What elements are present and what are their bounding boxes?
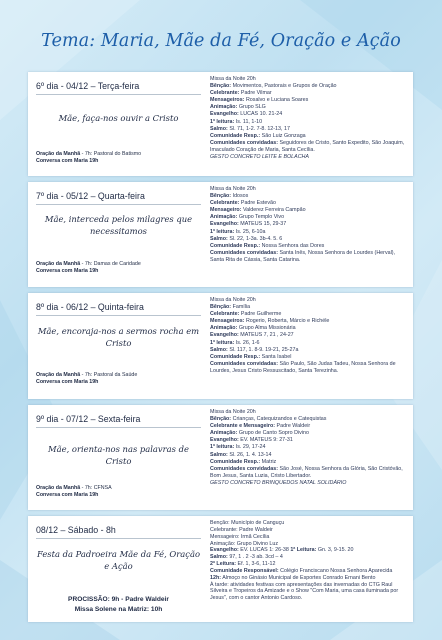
detail-line: Mensageiros: Rogerio, Roberta, Márcio e Richéle: [210, 318, 330, 325]
detail-line: Animação: Grupo Divino Luz: [210, 540, 279, 547]
detail-line: Comunidade Resp.: Matriz: [210, 458, 277, 465]
detail-line: Comunidades convidadas: São Paulo, São Judas Tadeu, Nossa Senhora de Lourdes, Jesus Cristo Ressuscitado, Santa Terezinha.: [210, 360, 396, 374]
detail-line: Animação: Grupo SLG: [210, 104, 266, 111]
gesto-concreto: GESTO CONCRETO LEITE E BOLACHA: [210, 154, 309, 161]
detail-line: Missa da Noite 20h: [210, 297, 256, 303]
day-header: 8º dia - 06/12 – Quinta-feira: [36, 302, 144, 312]
day-header: 6º dia - 04/12 – Terça-feira: [36, 81, 140, 91]
detail-line: À tarde: atividades festivas com apresentações das invernadas do CTG Raul Silveira e Tropeiros da Amizade e o Show "Com Maria, uma casa iluminada por Jesus", com o cantor Antonio Cardoso.: [210, 581, 399, 602]
day-card-left: [36, 516, 206, 622]
mass-details: [210, 520, 410, 602]
detail-line: Bênção: Crianças, Catequizandos e Catequistas: [210, 416, 327, 423]
header-divider: [36, 538, 201, 539]
detail-line: Celebrante e Mensageiro: Padre Waldeir: [210, 423, 311, 430]
detail-line: Comunidades convidadas: São José, Nossa Senhora da Glória, São Cristóvão, Bom Jesus, Santa Luzia, Cristo Libertador.: [210, 465, 403, 479]
detail-line: 1ª leitura: Is. 29, 17-24: [210, 444, 266, 451]
detail-line: Evangelho: EV. MATEUS 9: 27-31: [210, 437, 293, 444]
detail-line: Salmo: Sl. 26, 1. 4. 13-14: [210, 451, 272, 458]
day-header: 9º dia - 07/12 – Sexta-feira: [36, 414, 141, 424]
mass-details: [210, 186, 410, 264]
day-motto: Mãe, encoraja-nos a sermos rocha em Cristo: [37, 326, 200, 348]
detail-line: Celebrante: Padre Guilherme: [210, 311, 282, 318]
day-card-left: [36, 405, 206, 510]
detail-line: Missa da Noite 20h: [210, 186, 256, 192]
day-card-6: [28, 72, 413, 176]
gesto-concreto: GESTO CONCRETO BRINQUEDOS NATAL SOLIDÁRIO: [210, 479, 347, 486]
detail-line: 1ª leitura: Is. 26, 1-6: [210, 339, 260, 346]
detail-line: Mensageiro: Irmã Cecília: [210, 533, 270, 540]
detail-line: Comunidades convidadas: Santa Inês, Nossa Senhora de Lourdes (Herval), Santa Rita de Cássia, Santa Catarina.: [210, 249, 396, 263]
detail-line: Evangelho: MATEUS 7, 21 , 24-27: [210, 332, 294, 339]
day-motto: Festa da Padroeira Mãe da Fé, Oração e Ação: [36, 549, 201, 571]
detail-line: Salmo: Sl. 71, 1-2. 7-8. 12-13, 17: [210, 125, 290, 132]
talk-with-mary: Conversa com Maria 19h: [36, 158, 99, 164]
detail-line: Mensageiros: Rosalvo e Luciana Soares: [210, 97, 309, 104]
detail-line: Comunidades convidadas: Seguidores de Cristo, Santo Expedito, São Joaquim, Imaculado Coração de Maria, Santa Cecília.: [210, 139, 405, 153]
detail-line: Salmo: Sl. 22, 1-3a. 3b-4. 5. 6: [210, 235, 283, 242]
detail-line: Evangelho: LUCAS 10. 21-24: [210, 111, 283, 118]
mass-details: [210, 76, 410, 161]
day-card-left: [36, 72, 206, 176]
day-header: 7º dia - 05/12 – Quarta-feira: [36, 191, 145, 201]
detail-line: Mensageiro: Valderez Ferreira Campão: [210, 207, 306, 214]
mass-details: [210, 297, 410, 375]
detail-line: 12h: Almoço no Ginásio Municipal de Esportes Conrado Ernani Bento: [210, 574, 376, 581]
detail-line: Animação: Grupo Templo Vivo: [210, 214, 285, 221]
morning-prayer: Oração da Manhã - 7h: Pastoral da Saúde: [36, 372, 138, 378]
detail-line: Evangelho: MATEUS 15, 29-37: [210, 221, 287, 228]
detail-line: Missa da Noite 20h: [210, 76, 256, 82]
mass-details: [210, 409, 410, 487]
detail-line: 1ª leitura: Is. 25, 6-10a: [210, 228, 266, 235]
detail-line: Comunidade Responsável: Colégio Franciscano Nossa Senhora Aparecida: [210, 567, 393, 574]
detail-line: 2ª Leitura: Ef. 1, 3-6, 11-12: [210, 561, 276, 568]
detail-line: Animação: Grupo de Canto Sopro Divino: [210, 430, 309, 437]
detail-line: Salmo: 97, 1 . 2 -3 ab. 3cd – 4: [210, 554, 283, 561]
header-divider: [36, 315, 201, 316]
detail-line: Salmo: Sl. 117, 1. 8-9. 19-21, 25-27a: [210, 346, 299, 353]
talk-with-mary: Conversa com Maria 19h: [36, 268, 99, 274]
day-card-left: [36, 293, 206, 399]
morning-prayer: Oração da Manhã - 7h: CFNSA: [36, 485, 112, 491]
day-card-left: [36, 182, 206, 287]
detail-line: Comunidade Resp.: Santa Isabel: [210, 353, 292, 360]
detail-line: Bênção: Movimentos, Pastorais e Grupos de Oração: [210, 83, 337, 90]
header-divider: [36, 204, 201, 205]
page-title: Tema: Maria, Mãe da Fé, Oração e Ação: [41, 31, 401, 51]
detail-line: Comunidade Resp.: São Luiz Gonzaga: [210, 132, 306, 139]
header-divider: [36, 427, 201, 428]
detail-line: Evangelho: EV. LUCAS 1: 26-38 1ª Leitura: Gn. 3, 9-15. 20: [210, 547, 354, 554]
day-card-7: [28, 182, 413, 287]
detail-line: Celebrante: Padre Estevão: [210, 200, 276, 207]
detail-line: Missa da Noite 20h: [210, 409, 256, 415]
header-divider: [36, 94, 201, 95]
detail-line: Celebrante: Padre Vilmar: [210, 90, 272, 97]
day-motto: Mãe, faça-nos ouvir a Cristo: [58, 113, 179, 123]
day-motto: Mãe, interceda pelos milagres que necessitamos: [44, 214, 193, 236]
day-card-9: [28, 405, 413, 510]
feast-day-card: [28, 516, 413, 622]
procession: PROCISSÃO: 9h - Padre Waldeir: [68, 596, 169, 603]
morning-prayer: Oração da Manhã - 7h: Pastoral do Batismo: [36, 151, 142, 157]
day-card-8: [28, 293, 413, 399]
detail-line: Benção: Município de Canguçu: [210, 520, 285, 526]
solemn-mass: Missa Solene na Matriz: 10h: [74, 606, 163, 613]
morning-prayer: Oração da Manhã - 7h: Damas de Caridade: [36, 261, 141, 267]
detail-line: Bênção: Família: [210, 304, 251, 311]
talk-with-mary: Conversa com Maria 19h: [36, 492, 99, 498]
day-header: 08/12 – Sábado - 8h: [36, 525, 116, 535]
detail-line: Animação: Grupo Alma Missionária: [210, 325, 296, 332]
detail-line: 1ª leitura: Is. 11, 1-10: [210, 118, 263, 125]
detail-line: Celebrante: Padre Waldeir: [210, 526, 273, 533]
detail-line: Bênção: Idosos: [210, 193, 249, 200]
day-motto: Mãe, orienta-nos nas palavras de Cristo: [48, 444, 189, 466]
detail-line: Comunidade Resp.: Nossa Senhora das Dores: [210, 242, 325, 249]
talk-with-mary: Conversa com Maria 19h: [36, 379, 99, 385]
